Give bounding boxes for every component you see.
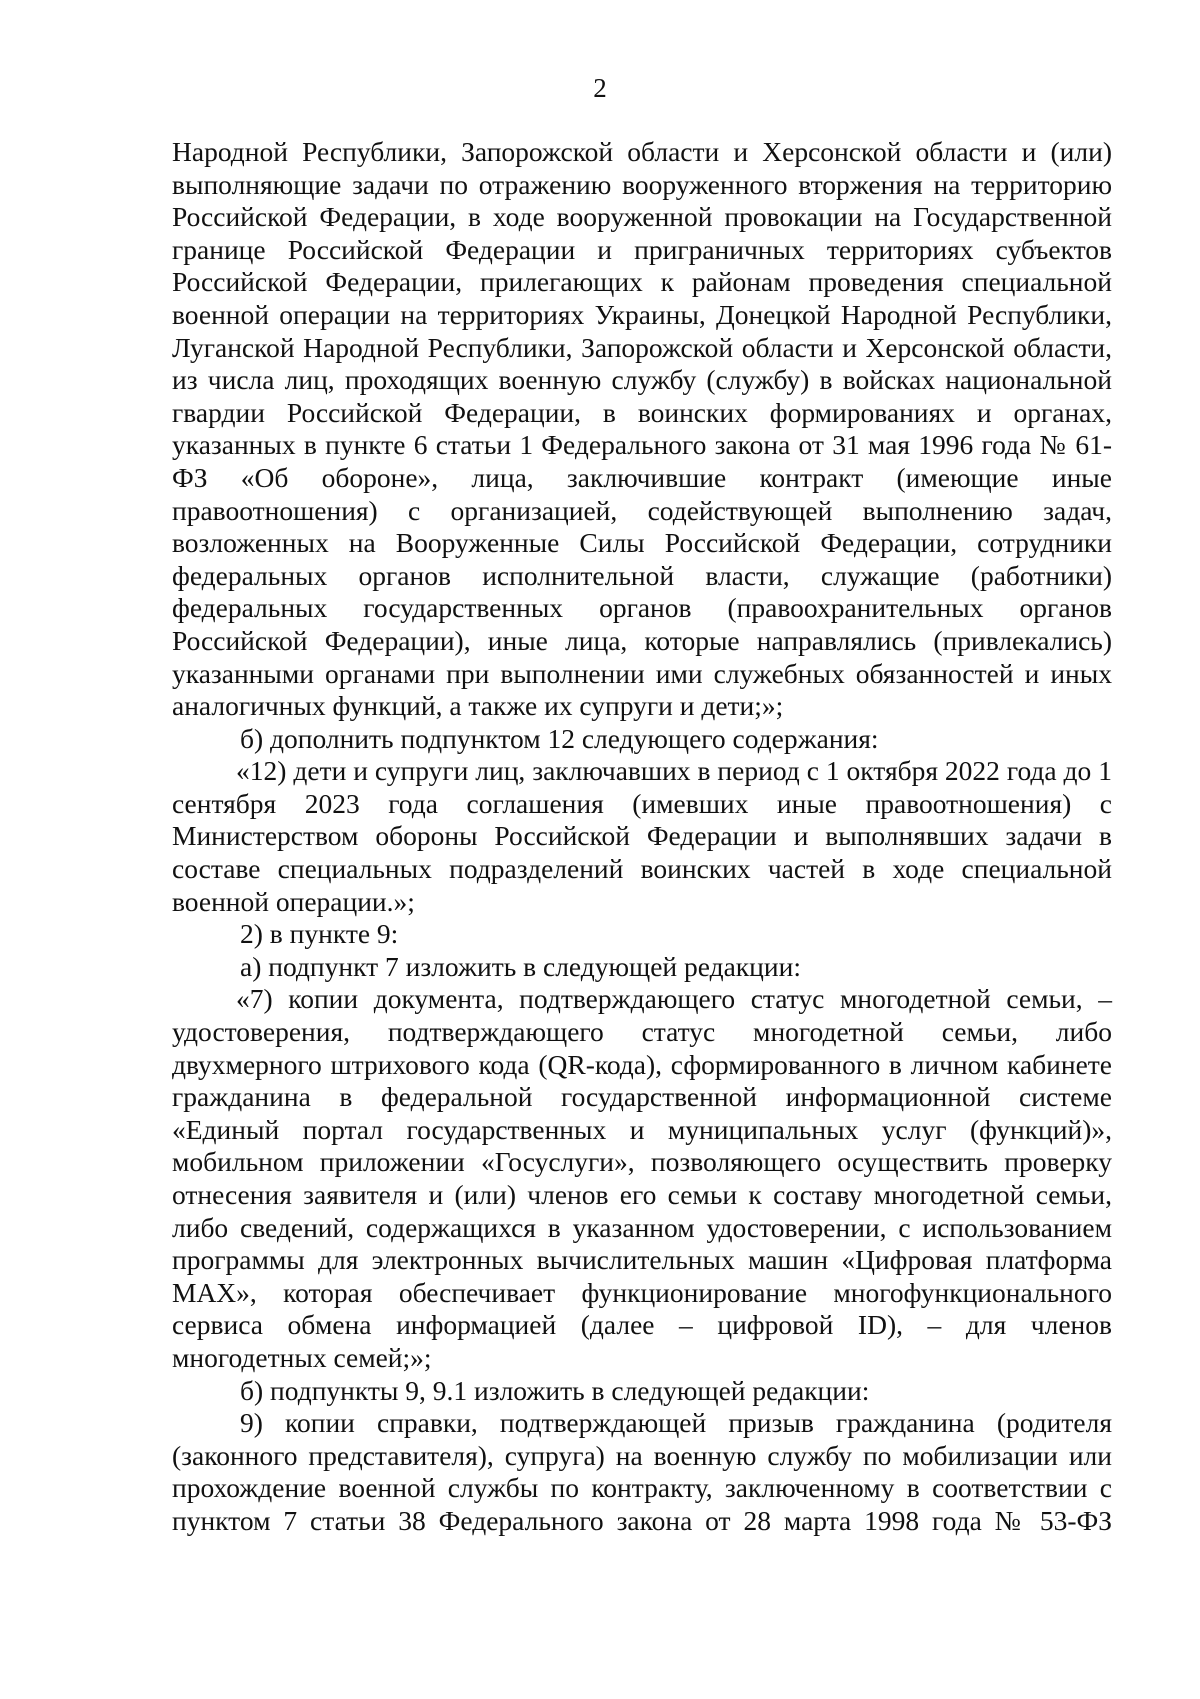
paragraph-subitem-9-text: 9) копии справки, подтверждающей призыв гражданина (родителя (законного представителя), супруга) на военную службу по мобилизации или прохождение военной службы по контракту, заключенному в соответствии с пунктом 7 статьи 38 Федерального закона от 28 марта 1998 года № 53-ФЗ bbox=[172, 1407, 1112, 1536]
page-number: 2 bbox=[593, 73, 607, 103]
paragraph-subitem-7-text: «7) копии документа, подтверждающего статус многодетной семьи, – удостоверения, подтверждающего статус многодетной семьи, либо двухмерного штрихового кода (QR-кода), сформированного в личном кабинете гражданина в федеральной государственной информационной системе «Единый портал государственных и муниципальных услуг (функций)», мобильном приложении «Госуслуги», позволяющего осуществить проверку отнесения заявителя и (или) членов его семьи к составу многодетной семьи, либо сведений, содержащихся в указанном удостоверении, с использованием программы для электронных вычислительных машин «Цифровая платформа MAX», которая обеспечивает функционирование многофункционального сервиса обмена информацией (далее – цифровой ID), – для членов многодетных семей;»; bbox=[172, 983, 1112, 1373]
paragraph-subitem-b-add-12: б) дополнить подпунктом 12 следующего содержания: bbox=[240, 722, 879, 754]
document-body bbox=[172, 136, 1112, 1538]
paragraph-subitem-b-9: б) подпункты 9, 9.1 изложить в следующей редакции: bbox=[240, 1374, 870, 1406]
paragraph-subitem-12-text: «12) дети и супруги лиц, заключавших в период с 1 октября 2022 года до 1 сентября 2023 года соглашения (имевших иные правоотношения) с Министерством обороны Российской Федерации и выполнявших задачи в составе специальных подразделений воинских частей в ходе специальной военной операции.»; bbox=[172, 755, 1112, 917]
paragraph-continuation: Народной Республики, Запорожской области и Херсонской области и (или) выполняющие задачи по отражению вооруженного вторжения на территорию Российской Федерации, в ходе вооруженной провокации на Государственной границе Российской Федерации и приграничных территориях субъектов Российской Федерации, прилегающих к районам проведения специальной военной операции на территориях Украины, Донецкой Народной Республики, Луганской Народной Республики, Запорожской области и Херсонской области, из числа лиц, проходящих военную службу (службу) в войсках национальной гвардии Российской Федерации, в воинских формированиях и органах, указанных в пункте 6 статьи 1 Федерального закона от 31 мая 1996 года № 61-ФЗ «Об обороне», лица, заключившие контракт (имеющие иные правоотношения) с организацией, содействующей выполнению задач, возложенных на Вооруженные Силы Российской Федерации, сотрудники федеральных органов исполнительной власти, служащие (работники) федеральных государственных органов (правоохранительных органов Российской Федерации), иные лица, которые направлялись (привлекались) указанными органами при выполнении ими служебных обязанностей и иных аналогичных функций, а также их супруги и дети;»; bbox=[172, 136, 1112, 722]
paragraph-subitem-a-7: а) подпункт 7 изложить в следующей редакции: bbox=[240, 950, 801, 982]
paragraph-item-2: 2) в пункте 9: bbox=[240, 918, 399, 950]
